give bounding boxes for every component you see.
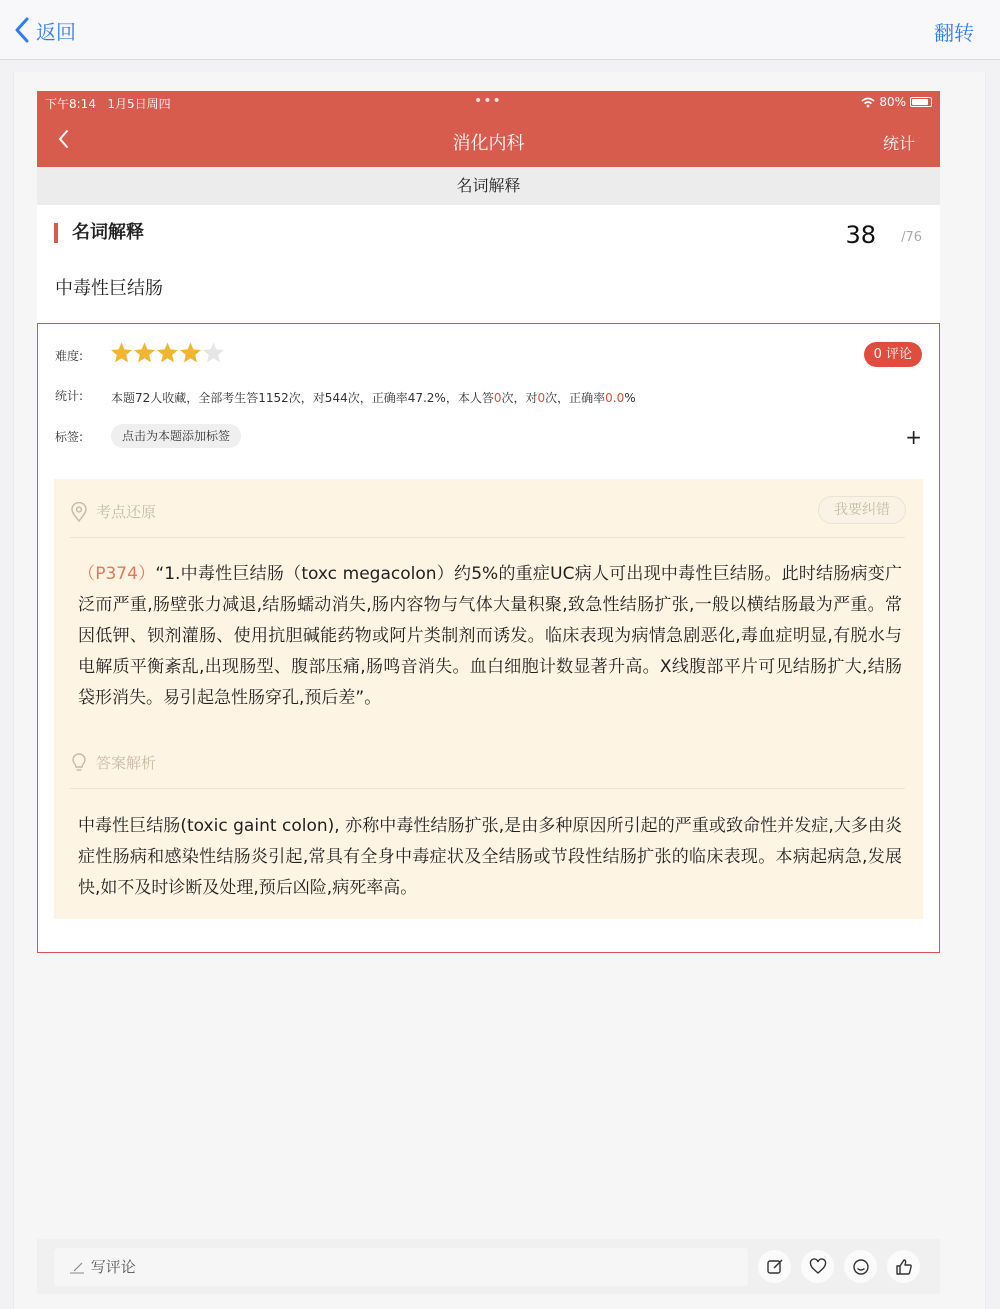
tags-label: 标签: [55, 430, 84, 444]
app-header [37, 91, 940, 167]
star-icon [110, 341, 133, 364]
question-type: 名词解释 [54, 223, 144, 243]
add-tag-button[interactable]: 点击为本题添加标签 [111, 424, 241, 448]
thumbs-up-icon[interactable] [887, 1250, 920, 1283]
bottom-action-bar [37, 1239, 940, 1294]
star-icon [156, 341, 179, 364]
analysis-heading: 答案解析 [70, 752, 156, 773]
edit-icon[interactable] [758, 1250, 791, 1283]
star-icon [179, 341, 202, 364]
difficulty-label: 难度: [55, 349, 84, 363]
back-button[interactable] [14, 14, 76, 46]
wifi-icon [861, 97, 875, 108]
difficulty-rating [110, 341, 225, 364]
comment-input[interactable]: 写评论 [54, 1248, 748, 1286]
toolbar-icons [758, 1250, 920, 1283]
source-text: （P374）“1.中毒性巨结肠（toxc megacolon）约5%的重症UC病人可出现中毒性巨结肠。此时结肠病变广泛而严重,肠壁张力减退,结肠蠕动消失,肠内容物与气体大量积聚,致急性结肠扩张,一般以横结肠最为严重。常因低钾、钡剂灌肠、使用抗胆碱能药物或阿片类制剂而诱发。临床表现为病情急剧恶化,毒血症明显,有脱水与电解质平衡紊乱,出现肠型、腹部压痛,肠鸣音消失。血白细胞计数显著升高。X线腹部平片可见结肠扩大,结肠袋形消失。易引起急性肠穿孔,预后差”。 [78, 564, 902, 708]
stats-button[interactable]: 统计 [882, 134, 915, 153]
battery-percent: 80% [879, 95, 906, 109]
my-correct-rate: 0.0 [605, 391, 625, 405]
star-icon [133, 341, 156, 364]
lightbulb-icon [70, 753, 88, 773]
question-detail-panel [37, 323, 940, 953]
status-indicators [861, 95, 932, 109]
my-answer-count: 0 [493, 391, 502, 405]
report-error-button[interactable]: 我要纠错 [818, 496, 906, 524]
divider [70, 788, 905, 789]
chevron-left-icon [14, 17, 30, 43]
page-reference: （P374） [78, 564, 156, 584]
source-heading: 考点还原 [70, 501, 156, 522]
location-pin-icon [70, 502, 88, 522]
heart-icon[interactable] [801, 1250, 834, 1283]
analysis-text: 中毒性巨结肠(toxic gaint colon), 亦称中毒性结肠扩张,是由多种原因所引起的严重或致命性并发症,大多由炎症性肠病和感染性结肠炎引起,常具有全身中毒症状及全结肠或节段性结肠扩张的临床表现。本病起病急,发展快,如不及时诊断及处理,预后凶险,病死率高。 [78, 816, 902, 898]
flip-button[interactable]: 翻转 [934, 21, 974, 45]
question-total: /76 [901, 230, 922, 245]
header-title: 消化内科 [452, 133, 525, 154]
stats-text: 本题72人收藏，全部考生答1152次，对544次，正确率47.2%，本人答0次，对0次，正确率0.0% [111, 391, 636, 405]
star-icon [202, 341, 225, 364]
pencil-icon [68, 1261, 86, 1275]
section-title: 名词解释 [37, 167, 940, 205]
divider [70, 537, 905, 538]
top-navigation-bar [0, 0, 1000, 60]
smile-icon[interactable] [844, 1250, 877, 1283]
status-time: 下午8:14 1月5日周四 [45, 97, 171, 111]
multitasking-dots[interactable]: ••• [474, 93, 502, 109]
question-text: 中毒性巨结肠 [55, 278, 163, 299]
my-correct-count: 0 [537, 391, 546, 405]
battery-icon [910, 97, 932, 107]
back-label: 返回 [36, 19, 76, 44]
explanation-box [54, 479, 923, 919]
comment-count-button[interactable]: 0 评论 [864, 342, 922, 367]
stats-label: 统计: [55, 389, 84, 403]
question-number: 38 [845, 221, 876, 249]
question-card [37, 205, 940, 323]
add-icon[interactable]: + [905, 425, 922, 449]
